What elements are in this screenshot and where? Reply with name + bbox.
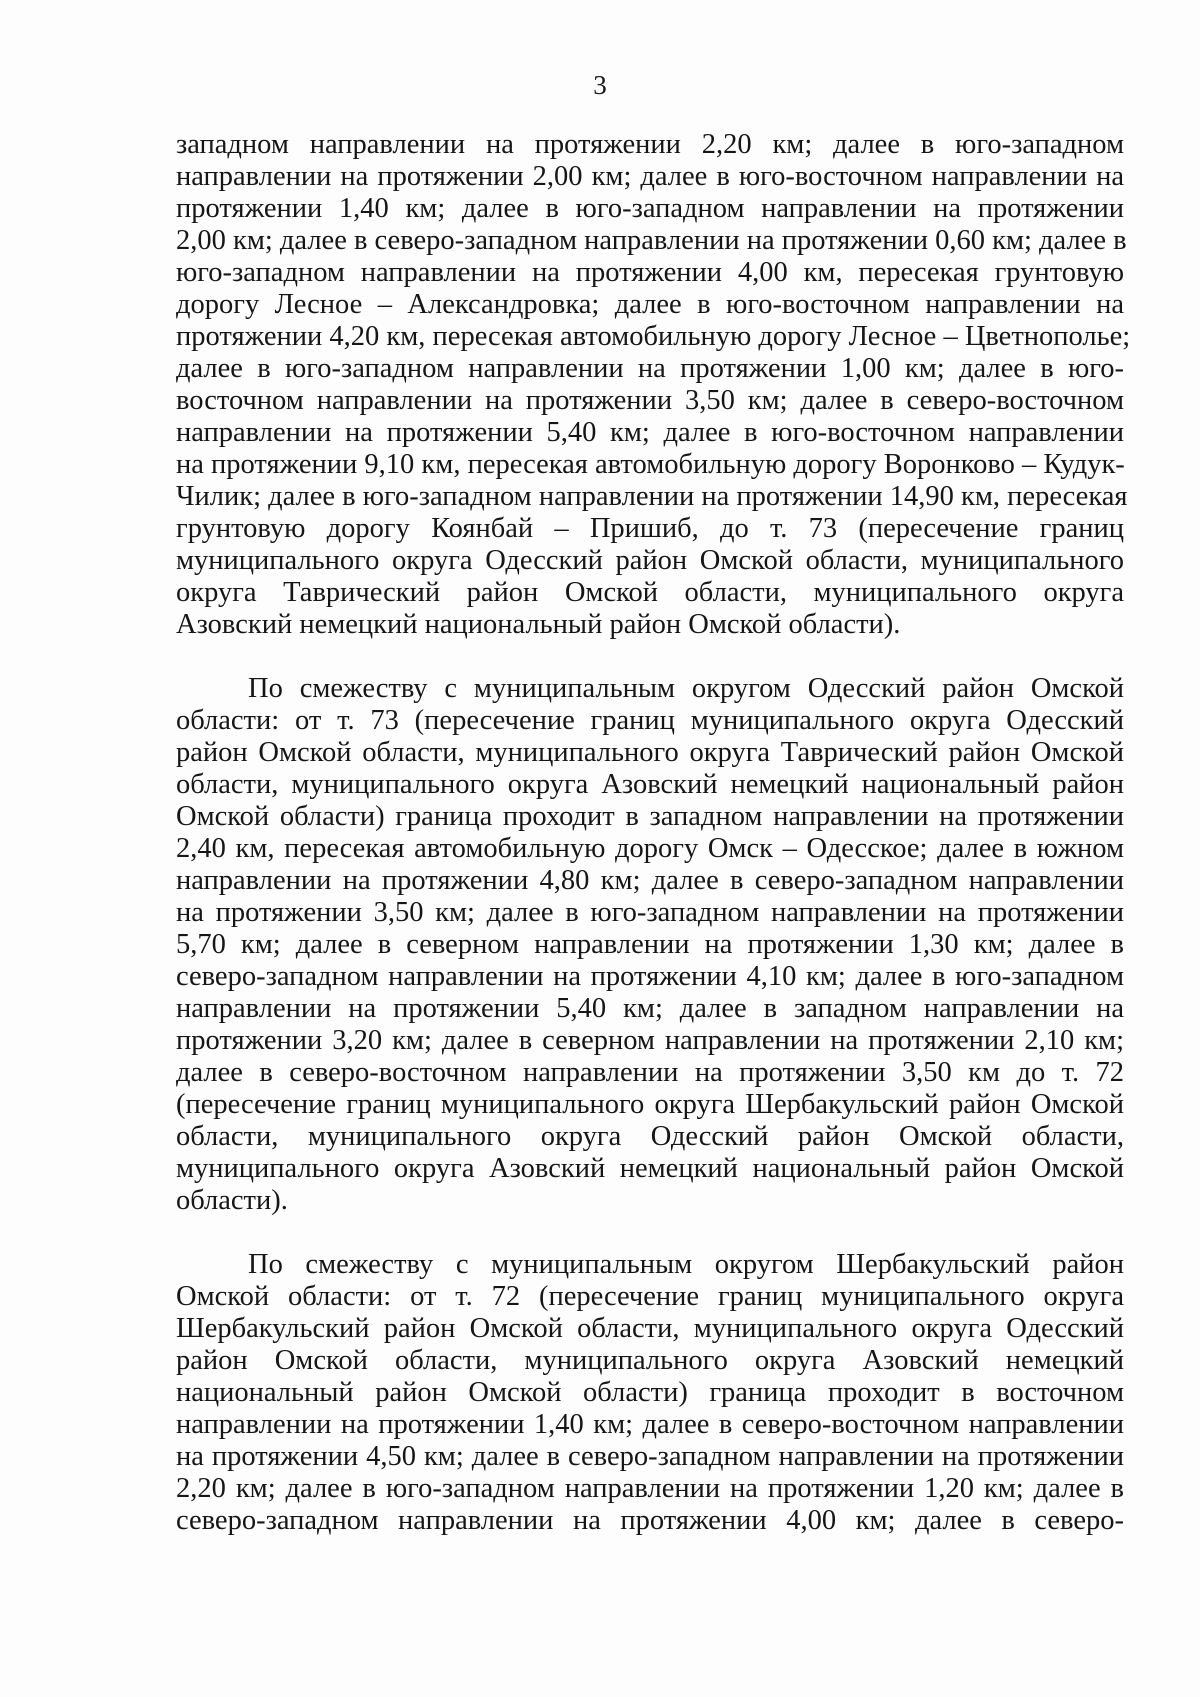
text-line: грунтовую дорогу Коянбай – Пришиб, до т. 73 (пересечение границ	[176, 513, 1124, 544]
text-line: на протяжении 9,10 км, пересекая автомобильную дорогу Воронково – Кудук-	[176, 449, 1125, 480]
paragraph-sherbakulsky	[176, 1249, 1124, 1537]
paragraph-continuation	[176, 129, 1131, 641]
text-line: дорогу Лесное – Александровка; далее в юго-восточном направлении на	[176, 289, 1124, 320]
text-line: западном направлении на протяжении 2,20 км; далее в юго-западном	[176, 129, 1124, 160]
text-line: протяжении 1,40 км; далее в юго-западном направлении на протяжении	[176, 193, 1124, 224]
text-line: По смежеству с муниципальным округом Шербакульский район	[248, 1249, 1124, 1280]
paragraph-odessky	[176, 673, 1124, 1217]
text-line: 2,40 км, пересекая автомобильную дорогу Омск – Одесское; далее в южном	[176, 833, 1124, 864]
text-line: на протяжении 3,50 км; далее в юго-западном направлении на протяжении	[176, 897, 1124, 928]
text-line: далее в юго-западном направлении на протяжении 1,00 км; далее в юго-	[176, 353, 1124, 384]
text-line: направлении на протяжении 2,00 км; далее в юго-восточном направлении на	[176, 161, 1124, 192]
text-line: области, муниципального округа Азовский немецкий национальный район	[176, 769, 1124, 800]
text-line: Омской области) граница проходит в западном направлении на протяжении	[176, 801, 1124, 832]
text-line: восточном направлении на протяжении 3,50 км; далее в северо-восточном	[176, 385, 1124, 416]
text-line: (пересечение границ муниципального округа Шербакульский район Омской	[176, 1089, 1124, 1120]
text-line: далее в северо-восточном направлении на протяжении 3,50 км до т. 72	[176, 1057, 1124, 1088]
text-line: области, муниципального округа Одесский район Омской области,	[176, 1121, 1124, 1152]
text-line: 2,00 км; далее в северо-западном направлении на протяжении 0,60 км; далее в	[176, 225, 1127, 256]
document-body	[176, 129, 1131, 1537]
text-line: муниципального округа Азовский немецкий национальный район Омской	[176, 1153, 1124, 1184]
text-line: Чилик; далее в юго-западном направлении на протяжении 14,90 км, пересекая	[176, 481, 1128, 512]
text-line: протяжении 3,20 км; далее в северном направлении на протяжении 2,10 км;	[176, 1025, 1124, 1056]
text-line: район Омской области, муниципального округа Азовский немецкий	[176, 1345, 1124, 1376]
text-line: направлении на протяжении 5,40 км; далее в юго-восточном направлении	[176, 417, 1124, 448]
text-line: Азовский немецкий национальный район Омской области).	[176, 609, 901, 640]
text-line: По смежеству с муниципальным округом Одесский район Омской	[248, 673, 1124, 704]
text-line: район Омской области, муниципального округа Таврический район Омской	[176, 737, 1124, 768]
text-line: 2,20 км; далее в юго-западном направлении на протяжении 1,20 км; далее в	[176, 1473, 1124, 1504]
paragraph-spacer	[176, 641, 1124, 673]
text-line: национальный район Омской области) граница проходит в восточном	[176, 1377, 1124, 1408]
text-line: протяжении 4,20 км, пересекая автомобильную дорогу Лесное – Цветнополье;	[176, 321, 1131, 352]
text-line: округа Таврический район Омской области, муниципального округа	[176, 577, 1124, 608]
text-line: направлении на протяжении 4,80 км; далее в северо-западном направлении	[176, 865, 1124, 896]
text-line: области: от т. 73 (пересечение границ муниципального округа Одесский	[176, 705, 1124, 736]
text-line: муниципального округа Одесский район Омской области, муниципального	[176, 545, 1124, 576]
text-line: направлении на протяжении 1,40 км; далее в северо-восточном направлении	[176, 1409, 1124, 1440]
text-line: направлении на протяжении 5,40 км; далее в западном направлении на	[176, 993, 1124, 1024]
text-line: Шербакульский район Омской области, муниципального округа Одесский	[176, 1313, 1124, 1344]
text-line: северо-западном направлении на протяжении 4,10 км; далее в юго-западном	[176, 961, 1124, 992]
text-line: юго-западном направлении на протяжении 4,00 км, пересекая грунтовую	[176, 257, 1124, 288]
text-line: 5,70 км; далее в северном направлении на протяжении 1,30 км; далее в	[176, 929, 1124, 960]
text-line: области).	[176, 1185, 288, 1216]
paragraph-spacer	[176, 1217, 1124, 1249]
page-number: 3	[593, 70, 607, 100]
text-line: северо-западном направлении на протяжении 4,00 км; далее в северо-	[176, 1505, 1124, 1536]
text-line: Омской области: от т. 72 (пересечение границ муниципального округа	[176, 1281, 1124, 1312]
text-line: на протяжении 4,50 км; далее в северо-западном направлении на протяжении	[176, 1441, 1124, 1472]
